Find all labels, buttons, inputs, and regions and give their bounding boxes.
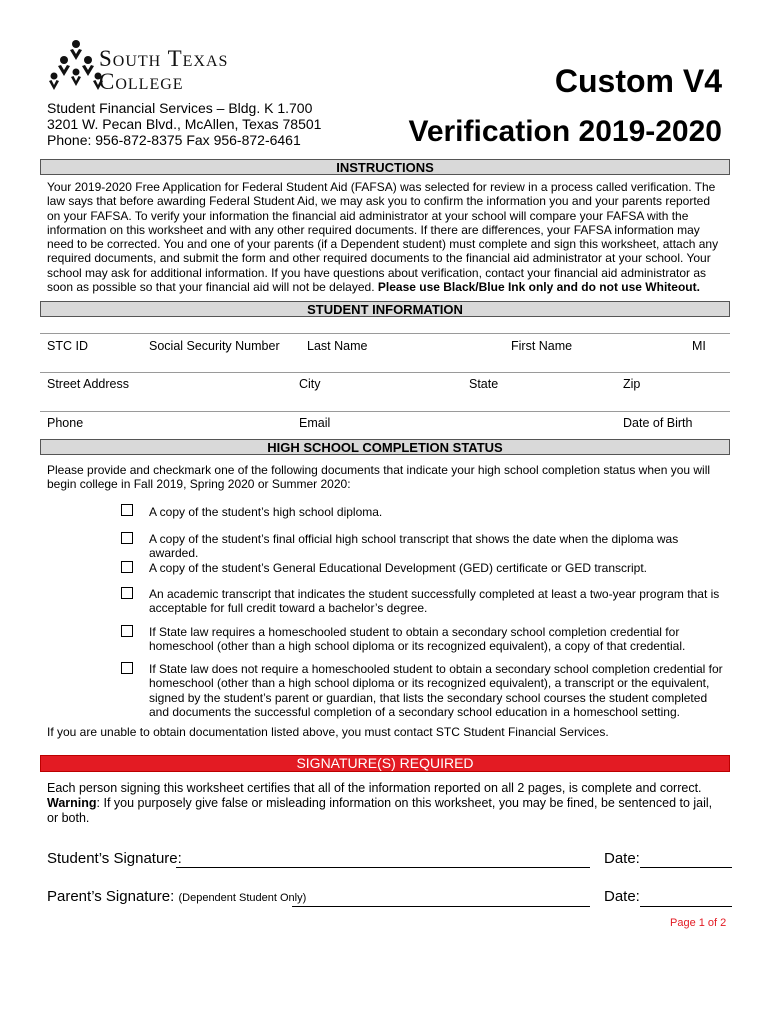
mi-field[interactable]: MI <box>692 339 706 353</box>
email-field[interactable]: Email <box>299 416 331 430</box>
high-school-heading: HIGH SCHOOL COMPLETION STATUS <box>40 439 730 455</box>
stc-id-field[interactable]: STC ID <box>47 339 88 353</box>
student-date-label: Date: <box>604 850 640 867</box>
option-diploma-text: A copy of the student’s high school diploma. <box>149 505 383 519</box>
logo-text-line2: College <box>99 69 184 94</box>
page-number: Page 1 of 2 <box>670 917 727 929</box>
option-diploma-checkbox[interactable] <box>121 504 133 516</box>
zip-field[interactable]: Zip <box>623 377 641 391</box>
option-homeschool-transcript-checkbox[interactable] <box>121 662 133 674</box>
option-academic-transcript-text: An academic transcript that indicates the student successfully completed at least a two-year program that is acceptable for full credit toward a bachelor’s degree. <box>149 587 720 616</box>
student-signature-line[interactable] <box>176 867 590 868</box>
student-date-line[interactable] <box>640 867 732 868</box>
form-subtitle: Verification 2019-2020 <box>408 115 722 148</box>
signatures-heading: SIGNATURE(S) REQUIRED <box>40 755 730 772</box>
option-transcript-checkbox[interactable] <box>121 532 133 544</box>
parent-signature-label: Parent’s Signature: (Dependent Student Only) <box>47 888 307 905</box>
address-line-3: Phone: 956-872-8375 Fax 956-872-6461 <box>47 132 301 148</box>
city-field[interactable]: City <box>299 377 321 391</box>
option-ged-text: A copy of the student’s General Educational Development (GED) certificate or GED transcript. <box>149 561 648 575</box>
street-address-field[interactable]: Street Address <box>47 377 129 391</box>
dob-field[interactable]: Date of Birth <box>623 416 693 430</box>
parent-signature-line[interactable] <box>292 906 590 907</box>
state-field[interactable]: State <box>469 377 499 391</box>
option-homeschool-credential-text: If State law requires a homeschooled student to obtain a secondary school completion credential for homeschool (other than a high school diploma or its recognized equivalent), a copy of that credential. <box>149 625 686 654</box>
ssn-field[interactable]: Social Security Number <box>149 339 280 353</box>
high-school-intro: Please provide and checkmark one of the following documents that indicate your high school completion status when you will begin college in Fall 2019, Spring 2020 or Summer 2020: <box>47 463 711 492</box>
parent-date-line[interactable] <box>640 906 732 907</box>
option-academic-transcript-checkbox[interactable] <box>121 587 133 599</box>
option-homeschool-credential-checkbox[interactable] <box>121 625 133 637</box>
high-school-footer: If you are unable to obtain documentation listed above, you must contact STC Student Financial Services. <box>47 725 609 739</box>
form-title: Custom V4 <box>554 63 722 99</box>
logo-text-line1: South Texas <box>99 46 229 71</box>
option-transcript-text: A copy of the student’s final official high school transcript that shows the date when the diploma was awarded. <box>149 532 679 561</box>
instructions-heading: INSTRUCTIONS <box>40 159 730 175</box>
student-info-heading: STUDENT INFORMATION <box>40 301 730 317</box>
instructions-text: Your 2019-2020 Free Application for Federal Student Aid (FAFSA) was selected for review in a process called verification. The law says that before awarding Federal Student Aid, we may ask you to confirm the information you and your parents reported on your FAFSA. To verify your information the financial aid administrator at your school will compare your FAFSA with the information on this worksheet and with any other required documents. If there are differences, your FAFSA information may need to be corrected. You and one of your parents (if a Dependent student) must complete and sign this worksheet, attach any required documents, and submit the form and other required documents to the financial aid administrator at your school. Your school may ask for additional information. If you have questions about verification, contact your financial aid administrator as soon as possible so that your financial aid will not be delayed. Please use Black/Blue Ink only and do not use Whiteout. <box>47 180 719 295</box>
college-logo-icon <box>48 38 104 94</box>
option-homeschool-transcript-text: If State law does not require a homeschooled student to obtain a secondary school completion credential for homeschool (other than a high school diploma or its recognized equivalent), a transcript or the equivalent, signed by the student’s parent or guardian, that lists the secondary school courses the student completed and documents the successful completion of a secondary school education in a homeschool setting. <box>149 662 723 719</box>
option-ged-checkbox[interactable] <box>121 561 133 573</box>
phone-field[interactable]: Phone <box>47 416 84 430</box>
address-line-1: Student Financial Services – Bldg. K 1.700 <box>47 100 313 116</box>
first-name-field[interactable]: First Name <box>511 339 573 353</box>
address-line-2: 3201 W. Pecan Blvd., McAllen, Texas 78501 <box>47 116 322 132</box>
parent-date-label: Date: <box>604 888 640 905</box>
last-name-field[interactable]: Last Name <box>307 339 368 353</box>
certification-text: Each person signing this worksheet certifies that all of the information reported on all 2 pages, is complete and correct. Warning: If you purposely give false or misleading information on this worksheet, you may be fined, be sentenced to jail, or both. <box>47 781 713 825</box>
student-signature-label: Student’s Signature: <box>47 850 182 867</box>
